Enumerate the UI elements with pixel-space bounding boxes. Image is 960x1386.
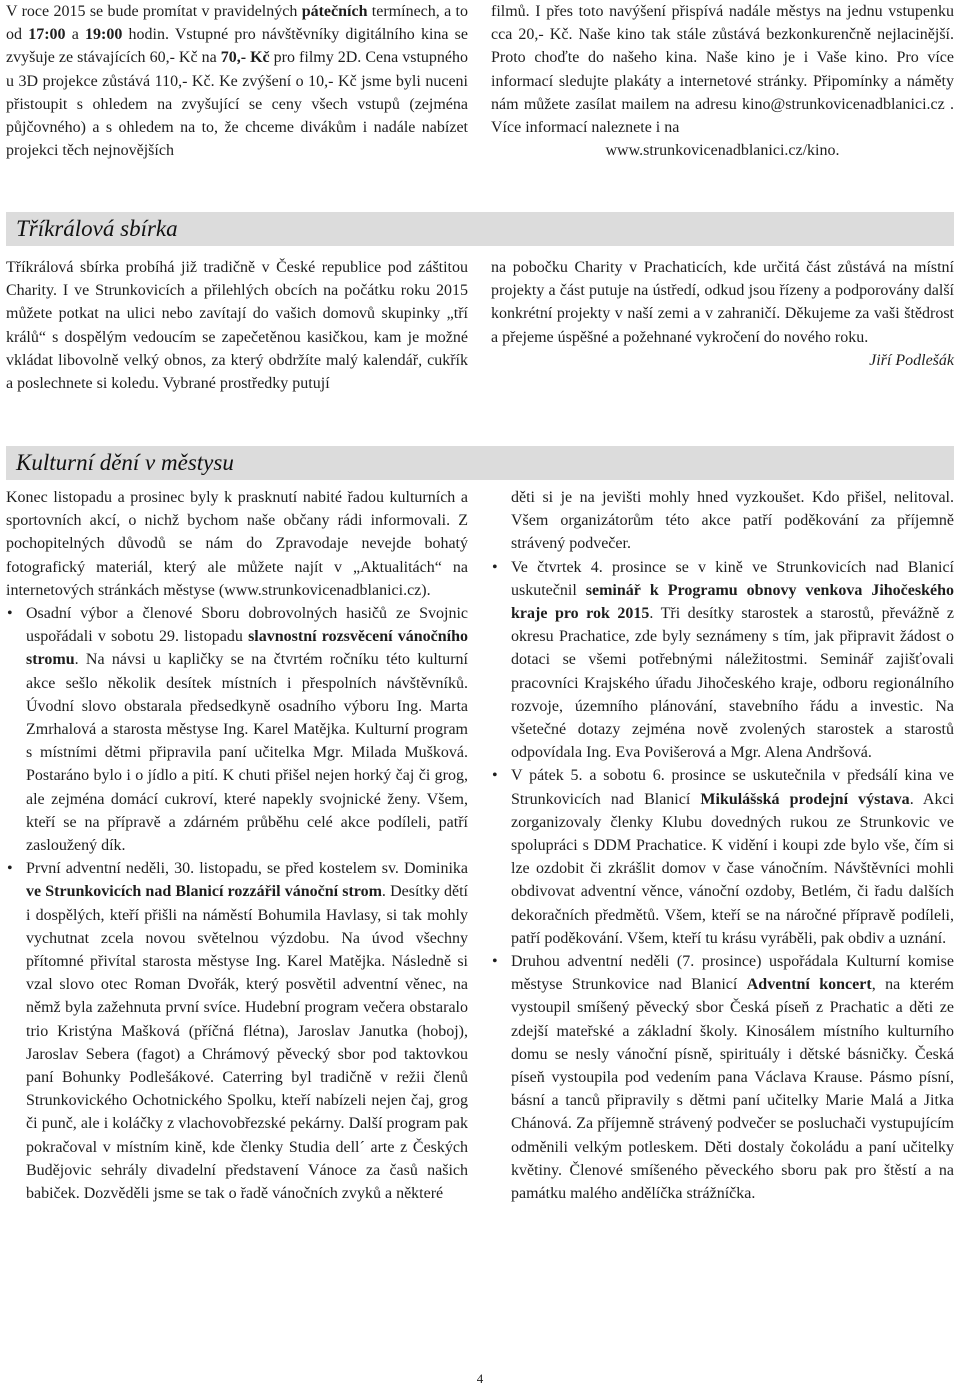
sbirka-left-column: [6, 256, 468, 395]
cinema-day-bold: pátečních: [301, 3, 368, 20]
cinema-price: 70,- Kč: [220, 49, 270, 67]
cinema-left-column: [6, 0, 468, 162]
kultura-right-column: [491, 486, 954, 1205]
cinema-time-1: 17:00: [28, 26, 66, 44]
list-item: • V pátek 5. a sobotu 6. prosince se uskutečnila v předsálí kina ve Strunkovicích nad Blanicí Mikulášská prodejní výstava. Akci zorganizovaly členky Klubu dovedných rukou ze Strunkovic ve spolupráci s DDM Prachatice. K vidění i koupi zde bylo vše, čím si lze ozdobit či zkrášlit domov v čase vánočním. Návštěvníci mohli obdivovat adventní věnce, vánoční ozdoby, Betlém, či řadu dalších dekoračních předmětů. Všem, kteří se na náročné přípravě podíleli, patří poděkování. Všem, kteří tu krásu vyráběli, pak obdiv a uznání.: [491, 764, 954, 950]
sbirka-paragraph: Tříkrálová sbírka probíhá již tradičně v České republice pod záštitou Charity. I ve Strunkovicích a přilehlých obcích na počátku roku 2015 můžete potkat na ulici nebo zavítají do vašich domovů skupinky „tří králů“ s dospělým vedoucím se zapečetěnou kasičkou, kam je možné vkládat libovolně velký obnos, za který obdržíte malý kalendář, cukřík a poslechnete si koledu. Vybrané prostředky putují: [6, 259, 468, 393]
section-banner-sbirka: [6, 212, 954, 246]
page-number: 4: [476, 1371, 484, 1386]
section-heading-kultura: Kulturní dění v městysu: [16, 450, 234, 475]
list-item: • První adventní neděli, 30. listopadu, se před kostelem sv. Dominika ve Strunkovicích nad Blanicí rozzářil vánoční strom. Desítky dětí i dospělých, kteří přišli na náměstí Bohumila Havlasy, si tak mohly vychutnat zcela novou světelnou výzdobu. Na úvod všechny přítomné přivítal starosta městyse Ing. Karel Matějka. Následně si vzal slovo otec Roman Dvořák, který posvětil adventní věnec, na němž byla zažehnuta první svíce. Hudební program večera obstaralo trio Kristýna Mašková (příčná flétna), Jaroslav Janutka (hoboj), Jaroslav Sebera (fagot) a Chrámový pěvecký sbor pod taktovkou paní Bohunky Podlešákové. Caterring byl tradičně v režii členů Strunkovického Ochotnického Spolku, kteří nabízeli nejen čaj, grog či punč, ale i koláčky z vlachovobřezské pekárny. Další program pak pokračoval v místním kině, kde členky Studia dell´ arte z Českých Budějovic sehrály divadelní představení Vánoce za časů našich babiček. Dozvěděli jsme se tak o řadě vánočních zvyků a některé: [6, 857, 468, 1205]
sbirka-author: Jiří Podlešák: [869, 351, 954, 369]
kultura-event-list-continued: [491, 556, 954, 1206]
list-item: • Osadní výbor a členové Sboru dobrovolných hasičů ze Svojnic uspořádali v sobotu 29. listopadu slavnostní rozsvěcení vánočního stromu. Na návsi u kapličky se na čtvrtém ročníku této kulturní akce sešlo několik desítek místních i přespolních návštěvníků. Úvodní slovo obstarala předsedkyně osadního výboru Ing. Marta Zmrhalová a starosta městyse Ing. Karel Matějka. Kulturní program s místními dětmi připravila paní učitelka Mgr. Milada Mušková. Postaráno bylo i o jídlo a pití. K chuti přišel nejen horký čaj či grog, ale zejména domácí cukroví, které napekly svojnické ženy. Všem, kteří se na přípravě a zdárném průběhu celé akce podíleli, patří zasloužený dík.: [6, 602, 468, 857]
cinema-time-2: 19:00: [85, 26, 123, 44]
cinema-paragraph-continued: filmů. I přes toto navýšení přispívá nadále městys na jednu vstupenku cca 20,- Kč. Naše kino tak stále zůstává bezkonkurenčně nejlacinější. Proto choďte do našeho kina. Naše kino je i Vaše kino. Pro více informací sledujte plakáty a internetové stránky. Připomínky a náměty nám můžete zasílat mailem na adresu kino@strunkovicenadblanici.cz . Více informací naleznete i na: [491, 3, 954, 137]
section-banner-kultura: [6, 446, 954, 480]
sbirka-paragraph-continued: na pobočku Charity v Prachaticích, kde určitá část zůstává na místní projekty a část putuje na ústředí, odkud jsou řízeny a podporovány další konkrétní projekty v naší zemi a v zahraničí. Děkujeme za vaši štědrost a přejeme úspěšné a požehnané vykročení do nového roku.: [491, 259, 954, 346]
cinema-paragraph: V roce 2015 se bude promítat v pravidelných pátečních termínech, a to od 17:00 a 19:00 hodin. Vstupné pro návštěvníky digitálního kina se zvyšuje ze stávajících 60,- Kč na 70,- Kč pro filmy 2D. Cena vstupného u 3D projekce zůstává 110,- Kč. Ke zvýšení o 10,- Kč jsme byli nuceni přistoupit s ohledem na zvyšující se ceny všech vstupů (zejména půjčovného) a s ohledem na to, že chceme divákům i nadále nabízet projekci těch nejnovějších: [6, 3, 469, 160]
cinema-url: www.strunkovicenadblanici.cz/kino.: [605, 142, 840, 160]
kultura-continued: děti si je na jevišti mohly hned vyzkoušet. Kdo přišel, nelitoval. Všem organizátorům této akce patří poděkování za příjemně strávený podvečer.: [511, 489, 954, 553]
kultura-intro: Konec listopadu a prosinec byly k prasknutí nabité řadou kulturních a sportovních akcí, o nichž bychom naše občany rádi informovali. Z pochopitelných důvodů se nám do Zpravodaje nevejde bohatý fotografický materiál, který ale můžete najít v „Aktualitách“ na internetových stránkách městyse (www.strunkovicenadblanici.cz).: [6, 489, 468, 599]
kultura-event-list: [6, 602, 468, 1205]
list-item: • Ve čtvrtek 4. prosince se v kině ve Strunkovicích nad Blanicí uskutečnil seminář k Programu obnovy venkova Jihočeského kraje pro rok 2015. Tři desítky starostek a starostů, převážně z okresu Prachatice, zde byly seznámeny s tím, jak připravit žádost o dotaci se všemi potřebnými náležitostmi. Seminář zajišťovali pracovníci Krajského úřadu Jihočeského kraje, odboru regionálního rozvoje, územního plánování, stavebního řádu a investic. Na všetečné dotazy zejména nově zvolených starostek a starostů odpovídala Ing. Eva Povišerová a Mgr. Alena Andršová.: [491, 556, 954, 765]
list-item: • Druhou adventní neděli (7. prosince) uspořádala Kulturní komise městyse Strunkovice nad Blanicí Adventní koncert, na kterém vystoupil smíšený pěvecký sbor Česká píseň z Prachatic a děti ze zdejší mateřské a základní školy. Kinosálem místního kulturního domu se nesly vánoční písně, spirituály i dětské básničky. Česká píseň vystoupila pod vedením pana Václava Krause. Pásmo písní, básní a tanců připravily s dětmi paní učitelky Marie Malá a Jitka Chánová. Za příjemně strávený podvečer se posluchači vystupujícím odměnili velkým potleskem. Děti dostaly čokoládu a paní učitelky květiny. Členové smíšeného pěveckého sboru pak pro štěstí a na památku malého andělíčka strážníčka.: [491, 950, 954, 1205]
section-heading-sbirka: Tříkrálová sbírka: [16, 216, 178, 241]
kultura-left-column: [6, 486, 468, 1205]
sbirka-right-column: [491, 256, 954, 372]
cinema-right-column: [491, 0, 954, 162]
